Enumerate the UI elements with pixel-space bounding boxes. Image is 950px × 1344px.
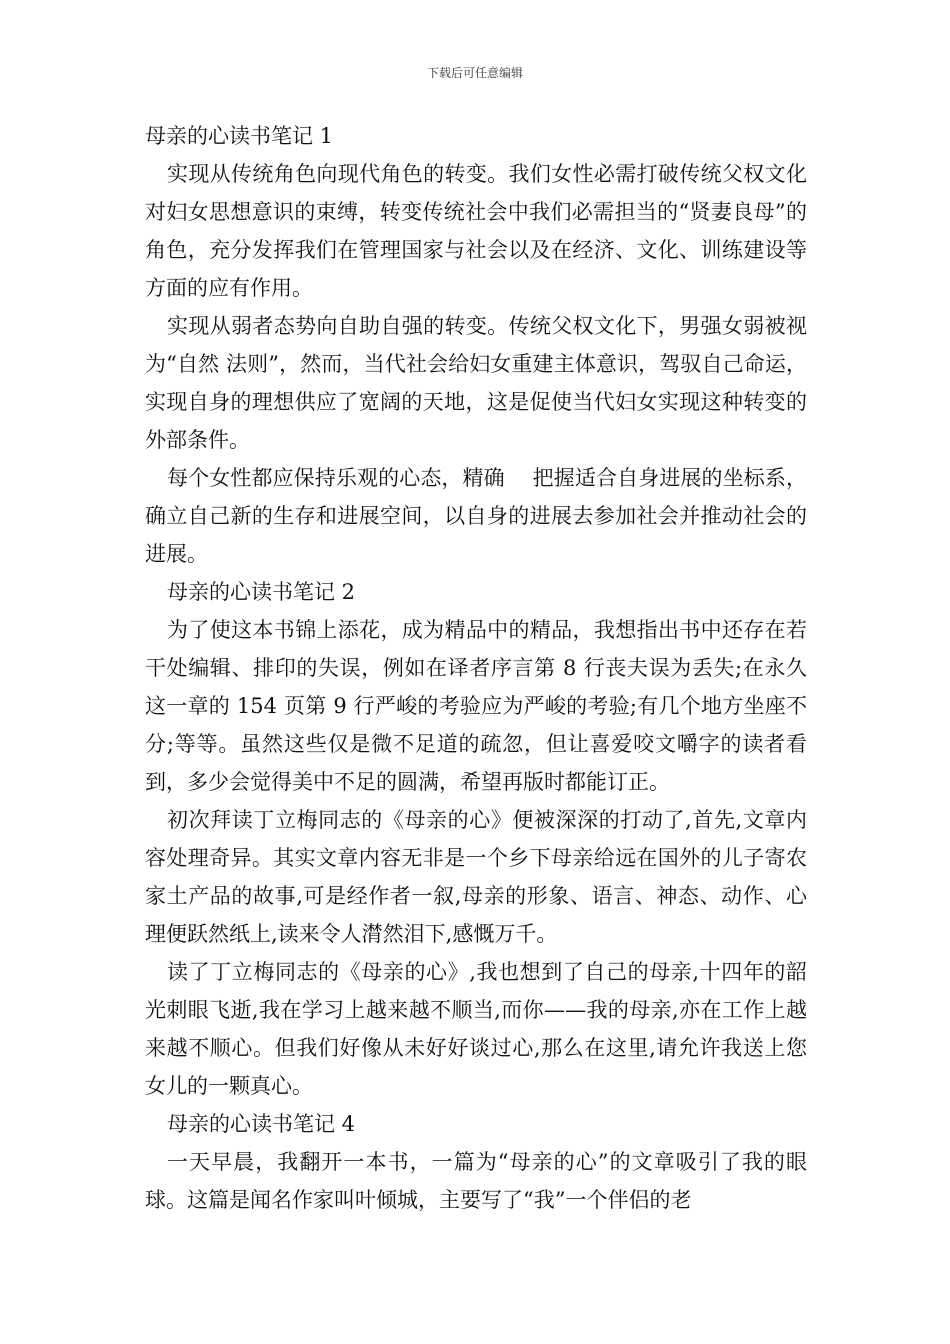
page-header: 下载后可任意编辑 xyxy=(426,66,523,80)
paragraph-5: 初次拜读丁立梅同志的《母亲的心》便被深深的打动了,首先,文章内容处理奇异。其实文章内容无非是一个乡下母亲给远在国外的儿子寄农家土产品的故事,可是经作者一叙,母亲的形象、语言、神态、动作、心理便跃然纸上,读来令人潸然泪下,感慨万千。 xyxy=(145,808,807,946)
paragraph-6: 读了丁立梅同志的《母亲的心》,我也想到了自己的母亲,十四年的韶光刺眼飞逝,我在学习上越来越不顺当,而你——我的母亲,亦在工作上越来越不顺心。但我们好像从未好好谈过心,那么在这里,请允许我送上您女儿的一颗真心。 xyxy=(145,960,807,1098)
paragraph-4: 为了使这本书锦上添花，成为精品中的精品，我想指出书中还存在若干处编辑、排印的失误，例如在译者序言第 8 行丧夫误为丢失;在永久这一章的 154 页第 9 行严峻的考验应为严峻的考验;有几个地方坐座不分;等等。虽然这些仅是微不足道的疏忽，但让喜爱咬文嚼字的读者看到，多少会觉得美中不足的圆满，希望再版时都能订正。 xyxy=(145,618,807,794)
section-heading-2: 母亲的心读书笔记 2 xyxy=(167,580,356,604)
section-heading-1: 母亲的心读书笔记 1 xyxy=(145,124,334,148)
document-body xyxy=(145,117,807,1219)
paragraph-1: 实现从传统角色向现代角色的转变。我们女性必需打破传统父权文化对妇女思想意识的束缚，转变传统社会中我们必需担当的“贤妻良母”的角色，充分发挥我们在管理国家与社会以及在经济、文化、训练建设等方面的应有作用。 xyxy=(145,162,807,300)
paragraph-2: 实现从弱者态势向自助自强的转变。传统父权文化下，男强女弱被视为“自然 法则”，然而，当代社会给妇女重建主体意识，驾驭自己命运，实现自身的理想供应了宽阔的天地，这是促使当代妇女实现这种转变的外部条件。 xyxy=(145,314,807,452)
section-heading-3: 母亲的心读书笔记 4 xyxy=(167,1112,356,1136)
paragraph-3: 每个女性都应保持乐观的心态，精确 把握适合自身进展的坐标系，确立自己新的生存和进展空间，以自身的进展去参加社会并推动社会的进展。 xyxy=(145,466,807,566)
paragraph-7: 一天早晨，我翻开一本书，一篇为“母亲的心”的文章吸引了我的眼球。这篇是闻名作家叫叶倾城，主要写了“我”一个伴侣的老 xyxy=(145,1150,807,1212)
